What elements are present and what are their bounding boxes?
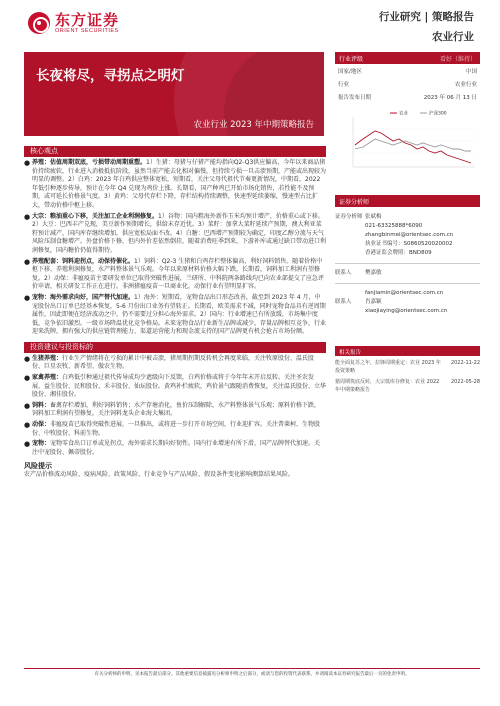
- info-row: 国家/地区 中国: [338, 68, 477, 75]
- footer-disclaimer: 有关分析师的申明，见本报告最后部分。其他重要信息披露见分析师申明之后部分，或请与您的投资代表联系。并请阅读本证券研究报告最后一页的免责申明。: [24, 668, 480, 677]
- bullet-icon: ●: [24, 440, 31, 449]
- title-banner: [24, 52, 324, 136]
- rating-value: 看好（维持）: [439, 55, 476, 63]
- contact-name: 肖嘉颖: [365, 299, 382, 305]
- bullet-icon: ●: [24, 159, 31, 167]
- page-header: [0, 0, 500, 48]
- analyst-block: 证券分析师 张斌梅 021-63325888*6090 zhangbinmei@orientsec.com.cn 执业证书编号：S0860520020002 香港证监会牌照：BND809 联系人 樊嘉敏 fanjiamin@orientsec.com.cn 联系人 肖嘉颖 xiaojiaying@orientsec.com.cn: [335, 213, 480, 316]
- list-item: ● 宠物：宠物零食出口订单或见拐点，海外需求长期向好韧性。国内行业增速有所下滑，国产品牌替代加速。关注中宠股份、佩蒂股份。: [24, 440, 321, 456]
- list-item: ● 养殖配套：饲料迎拐点，动保待催化。1）饲料：Q2-3 生猪和白鸡存栏整体偏高，利好饲料销售。随着价格中枢下移，养殖利润修复，水产料整体景气乐观。今年以来原材料价格大幅下跌，长期看，饲料加工利润有望修复。2）动保：非瘟疫苗主要研发单位已取得突破性进展，兰研所、中科院两条路线均已向农业部提交了应急评价申请，相关研发工作正在进行。非洲猪瘟疫苗一旦商业化，动保行业有望明显扩容。: [24, 257, 324, 291]
- main-content: [24, 146, 326, 480]
- bullet-icon: ●: [24, 401, 31, 410]
- legend-a: 农业: [399, 111, 408, 117]
- bullet-icon: ●: [24, 421, 31, 430]
- performance-chart: [335, 109, 480, 177]
- report-type: 行业研究 | 策略报告: [378, 11, 474, 23]
- logo-cn: 东方证券: [55, 11, 120, 29]
- related-reports-bar: 相关报告: [335, 346, 480, 356]
- logo-mark-icon: [28, 12, 50, 34]
- analyst-email[interactable]: zhangbinmei@orientsec.com.cn: [365, 232, 454, 238]
- list-item: ● 饲料：畜禽存栏增加，利好饲料销售；水产存塘消化，鱼价压制解除，水产料整体景气乐观；原料价格下跌，饲料加工利润有望修复。关注饲料龙头企业海大集团。: [24, 401, 321, 418]
- analyst-phone: 021-63325888*6090: [365, 223, 423, 229]
- rating-label: 行业评级: [339, 55, 364, 63]
- list-item: ● 大宗：粮油重心下移，关注加工企业利润修复。1）谷物：国内粗海外新作玉米均预计增产，价格重心或下移。2）大豆：巴西丰产兑现，美豆新作预期增长，供给未存近忧。3）菜籽：加拿大菜籽延续产预期，澳大利亚菜籽预计减产，国内库存继续增加，供应宽松局面不改。4）白糖：巴西增产预期较为确定，印度乙醇分流与天气风险压制食糖增产。外盘价格下修，但内外价差依然倒挂，随着消费旺季到来，下游补库或通过缺口带动进口利润修复，国内糖价仍值得期待。: [24, 212, 327, 254]
- analyst-bar: 证券分析师: [335, 195, 480, 207]
- list-item: ● 动保：非瘟疫苗已取得突破性进展，一旦推出，或将进一步打开市场空间，行业迎扩容。关注普莱柯、生物股份、中牧股份、科前生物。: [24, 421, 321, 437]
- logo: [28, 12, 119, 34]
- bullet-icon: ●: [24, 212, 31, 221]
- analyst-cert: 执业证书编号：S0860520020002: [365, 241, 453, 247]
- list-item: ● 生猪养殖：行业生产情绪将在亏损的累计中被击溃，猪周期拐期反转机会再度来临，关注牧原股份、温氏股份、巨星农牧、新希望、傲农生物。: [24, 354, 315, 371]
- bullet-icon: ●: [24, 257, 31, 266]
- series-line-a: [355, 131, 471, 163]
- contact-email[interactable]: fanjiamin@orientsec.com.cn: [365, 290, 444, 296]
- info-row: 行业 农业行业: [338, 81, 477, 88]
- rating-bar: [335, 52, 480, 64]
- contact-email[interactable]: xiaojiaying@orientsec.com.cn: [365, 308, 448, 314]
- investment-title: 投资建议与投资标的: [24, 342, 326, 353]
- info-row: 报告发布日期 2023 年 06 月 13 日: [338, 94, 477, 101]
- report-title: 长夜将尽，寻拐点之明灯: [36, 68, 185, 84]
- logo-en: ORIENT SECURITIES: [55, 28, 119, 34]
- list-item: ● 养殖：估值周期双底，亏损带动周期重塑。1）生猪：母猪与仔猪产能均指向Q2-Q3供应偏高，今年以来商品猪价持续疲软，行业进入消极抵抗阶段，虽然当前产能去化相对偏慢，但持续亏损一旦击溃预期，产能或出现较为明显的调整。2）白鸡：2023 年白鸡供应整体宽松，短期看，关注父母代祖代节奏更新情况，中期看，2022年低引种逐步传导，预计在今年 Q4 兑现为鸡价上涨。长期看，国产种鸡已开始市场化销售，若性能不及预期，或可延长价格景气度。3）黄鸡：父母代存栏下降，存栏结构持续调整，快速型延续萎缩，慢速型占比扩大，带动价格中枢上移。: [24, 159, 327, 209]
- bullet-icon: ●: [24, 374, 31, 383]
- risk-title: 风险提示: [24, 462, 52, 471]
- legend-b: 沪深300: [429, 111, 447, 117]
- related-report[interactable]: 猪周期筑底反转，大宗低库存修复：农业 2022 年中期策略报告 2022-05-28: [335, 379, 480, 393]
- bullet-icon: ●: [24, 293, 31, 302]
- contact-name: 樊嘉敏: [365, 270, 382, 276]
- industry-label: 农业行业: [432, 31, 474, 43]
- list-item: ● 宠物：海外需求向好，国产替代加速。1）海外：短期看，宠物食品出口形态改善，截至到 2023 年 4 月，中宠股份出口订单已经基本恢复，5-6 月份出口业务有望转正。长期看，欧美需求不减，同时宠物食品具有逆周期属性，因此即便在经济波动之中，仍不需要过分担心海外需求。2）国内：行业增速已有所放缓，市场集中度低，竞争依旧激烈。一级市场降温优化竞争格局。未来宠物食品行业新生品牌或减少，存量品牌相互竞争，行业迎来洗牌，拥有强大的供应链管理能力、渠道运营能力和现金流支持的国产品牌更有机会抢占市场份额。: [24, 293, 327, 336]
- analyst-cert2: 香港证监会牌照：BND809: [365, 250, 432, 256]
- analyst-name: 张斌梅: [365, 214, 382, 220]
- risk-text: 农产品价格波动风险、疫病风险、政策风险、行业竞争与产品风险、假设条件变化影响测算结果风险。: [24, 471, 295, 479]
- sidebar: [335, 52, 480, 394]
- core-views-title: 核心观点: [24, 146, 326, 157]
- report-subtitle: 农业行业 2023 年中期策略报告: [193, 120, 314, 130]
- bullet-icon: ●: [24, 354, 31, 363]
- related-report[interactable]: 能全面复苏之年，拉锋周期重定：农业 2023 年投资策略 2022-11-22: [335, 360, 480, 374]
- list-item: ● 家禽养殖：白鸡低引种通过祖代传导成均少遮级向下反馈，白鸡价格或将于今年年末开启反转。关注圣农发展、益生股份、民和股份、禾丰股份、仙坛股份。黄鸡补栏疲软，鸡价景气跟随消费恢复，关注温氏股份、立华股份、湘佳股份。: [24, 374, 327, 399]
